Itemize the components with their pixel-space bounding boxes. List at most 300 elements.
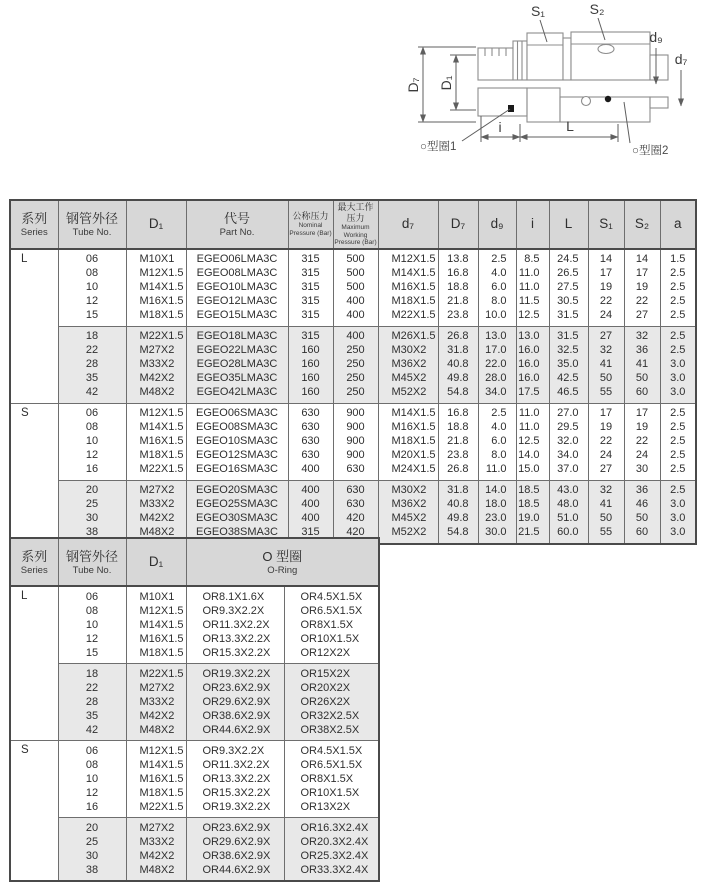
cell: M16X1.5 bbox=[378, 281, 438, 295]
column-header-line: 钢管外径 bbox=[65, 548, 118, 564]
cell: 315 bbox=[288, 526, 333, 544]
cell: 630 bbox=[333, 463, 378, 481]
cell: OR15X2X bbox=[284, 664, 379, 682]
cell: 24.5 bbox=[549, 249, 588, 267]
cell: 41 bbox=[588, 358, 624, 372]
cell: 500 bbox=[333, 281, 378, 295]
cell: 315 bbox=[288, 267, 333, 281]
table-row bbox=[10, 786, 379, 800]
cell: M24X1.5 bbox=[378, 463, 438, 481]
cell: 630 bbox=[333, 498, 378, 512]
table-row bbox=[10, 863, 379, 881]
cell: OR4.5X1.5X bbox=[284, 586, 379, 604]
cell: EGEO12SMA3C bbox=[186, 449, 288, 463]
cell: 2.5 bbox=[478, 249, 516, 267]
cell: 4.0 bbox=[478, 421, 516, 435]
cell: 14 bbox=[588, 249, 624, 267]
cell: 22.0 bbox=[478, 358, 516, 372]
cell: 16.8 bbox=[438, 267, 478, 281]
cell: M33X2 bbox=[126, 358, 186, 372]
cell: OR6.5X1.5X bbox=[284, 604, 379, 618]
column-header bbox=[516, 200, 549, 249]
cell: 17.5 bbox=[516, 386, 549, 404]
label-D1: D₁ bbox=[438, 75, 454, 91]
label-L: L bbox=[566, 118, 574, 134]
cell: OR10X1.5X bbox=[284, 632, 379, 646]
cell: OR8.1X1.6X bbox=[186, 586, 284, 604]
cell: M36X2 bbox=[378, 358, 438, 372]
cell: 400 bbox=[288, 480, 333, 498]
table-row bbox=[10, 741, 379, 759]
cell: 8.0 bbox=[478, 449, 516, 463]
cell: 4.0 bbox=[478, 267, 516, 281]
cell: 28 bbox=[58, 358, 126, 372]
cell: OR38.6X2.9X bbox=[186, 709, 284, 723]
column-header-line: Maximum Working bbox=[341, 224, 370, 239]
cell: 49.8 bbox=[438, 372, 478, 386]
label-oring2: ○型圈2 bbox=[632, 145, 669, 157]
oring-table-header bbox=[10, 538, 379, 586]
table-row bbox=[10, 758, 379, 772]
label-d7: d₇ bbox=[674, 51, 688, 67]
cell: 19 bbox=[588, 281, 624, 295]
cell: 16 bbox=[58, 800, 126, 818]
cell: 32 bbox=[588, 480, 624, 498]
cell: M14X1.5 bbox=[126, 281, 186, 295]
column-header-line: S₁ bbox=[599, 216, 613, 232]
cell: 630 bbox=[288, 449, 333, 463]
cell: 22 bbox=[588, 295, 624, 309]
cell: 630 bbox=[288, 435, 333, 449]
cell: 250 bbox=[333, 386, 378, 404]
cell: M27X2 bbox=[126, 818, 186, 836]
cell: 30.5 bbox=[549, 295, 588, 309]
cell: 900 bbox=[333, 435, 378, 449]
cell: OR44.6X2.9X bbox=[186, 863, 284, 881]
cell: 630 bbox=[288, 421, 333, 435]
cell: M33X2 bbox=[126, 695, 186, 709]
cell: 2.5 bbox=[660, 344, 696, 358]
cell: 27 bbox=[624, 309, 660, 327]
cell: 2.5 bbox=[660, 267, 696, 281]
column-header-line: 代号 bbox=[223, 210, 250, 226]
column-header-line: S₂ bbox=[634, 216, 650, 232]
cell: 21.5 bbox=[516, 526, 549, 544]
table-row bbox=[10, 267, 696, 281]
cell: OR19.3X2.2X bbox=[186, 664, 284, 682]
cell: EGEO06SMA3C bbox=[186, 403, 288, 421]
table-row bbox=[10, 709, 379, 723]
table-row bbox=[10, 849, 379, 863]
cell: 315 bbox=[288, 326, 333, 344]
cell: 3.0 bbox=[660, 498, 696, 512]
cell: 19 bbox=[624, 281, 660, 295]
spec-table bbox=[9, 199, 697, 545]
cell: 41 bbox=[588, 498, 624, 512]
cell: M12X1.5 bbox=[126, 267, 186, 281]
cell: M52X2 bbox=[378, 386, 438, 404]
cell: 22 bbox=[588, 435, 624, 449]
cell: 1.5 bbox=[660, 249, 696, 267]
cell: EGEO25SMA3C bbox=[186, 498, 288, 512]
cell: 17 bbox=[624, 403, 660, 421]
cell: 55 bbox=[588, 526, 624, 544]
label-i: i bbox=[498, 119, 502, 135]
column-header bbox=[624, 200, 660, 249]
column-header bbox=[126, 200, 186, 249]
label-s2: S₂ bbox=[589, 1, 605, 17]
table-row bbox=[10, 326, 696, 344]
column-header-line: Series bbox=[20, 564, 48, 576]
cell: EGEO10SMA3C bbox=[186, 435, 288, 449]
cell: M18X1.5 bbox=[378, 435, 438, 449]
cell: M12X1.5 bbox=[126, 741, 186, 759]
cell: EGEO35LMA3C bbox=[186, 372, 288, 386]
cell: 12 bbox=[58, 786, 126, 800]
column-header-line: Pressure (Bar) bbox=[289, 229, 332, 237]
cell: EGEO38SMA3C bbox=[186, 526, 288, 544]
cell: M30X2 bbox=[378, 480, 438, 498]
cell: 32 bbox=[624, 326, 660, 344]
cell: 315 bbox=[288, 249, 333, 267]
cell: 15 bbox=[58, 646, 126, 664]
cell: 3.0 bbox=[660, 526, 696, 544]
cell: 250 bbox=[333, 372, 378, 386]
cell: 18.8 bbox=[438, 421, 478, 435]
cell: M18X1.5 bbox=[126, 786, 186, 800]
cell: OR44.6X2.9X bbox=[186, 723, 284, 741]
cell: 400 bbox=[333, 309, 378, 327]
cell: 42.5 bbox=[549, 372, 588, 386]
cell: 25 bbox=[58, 835, 126, 849]
cell: 315 bbox=[288, 309, 333, 327]
cell: OR11.3X2.2X bbox=[186, 618, 284, 632]
cell: 27.0 bbox=[549, 403, 588, 421]
series-label: S bbox=[10, 403, 58, 544]
table-row bbox=[10, 800, 379, 818]
cell: 500 bbox=[333, 267, 378, 281]
cell: 31.8 bbox=[438, 480, 478, 498]
column-header-line: i bbox=[531, 216, 534, 232]
cell: 38 bbox=[58, 863, 126, 881]
column-header bbox=[10, 538, 58, 586]
cell: M14X1.5 bbox=[126, 618, 186, 632]
cell: 32.0 bbox=[549, 435, 588, 449]
cell: 32 bbox=[588, 344, 624, 358]
cell: M48X2 bbox=[126, 386, 186, 404]
cell: 16.8 bbox=[438, 403, 478, 421]
table-row bbox=[10, 480, 696, 498]
cell: M22X1.5 bbox=[126, 326, 186, 344]
cell: 11.0 bbox=[516, 403, 549, 421]
cell: 49.8 bbox=[438, 512, 478, 526]
cell: 10 bbox=[58, 281, 126, 295]
cell: OR9.3X2.2X bbox=[186, 604, 284, 618]
cell: 17.0 bbox=[478, 344, 516, 358]
column-header-line: 最大工作压力 bbox=[337, 202, 374, 223]
table-row bbox=[10, 281, 696, 295]
cell: 32.5 bbox=[549, 344, 588, 358]
cell: 21.8 bbox=[438, 435, 478, 449]
cell: 55 bbox=[588, 386, 624, 404]
table-row bbox=[10, 358, 696, 372]
cell: 17 bbox=[624, 267, 660, 281]
cell: 420 bbox=[333, 512, 378, 526]
cell: OR25.3X2.4X bbox=[284, 849, 379, 863]
cell: OR29.6X2.9X bbox=[186, 695, 284, 709]
series-label: L bbox=[10, 249, 58, 404]
cell: OR23.6X2.9X bbox=[186, 681, 284, 695]
table-row bbox=[10, 664, 379, 682]
table-row bbox=[10, 295, 696, 309]
cell: 2.5 bbox=[660, 421, 696, 435]
cell: 400 bbox=[288, 498, 333, 512]
cell: OR20X2X bbox=[284, 681, 379, 695]
cell: 13.0 bbox=[478, 326, 516, 344]
cell: 50 bbox=[624, 512, 660, 526]
column-header-line: 系列 bbox=[21, 210, 48, 226]
cell: M16X1.5 bbox=[126, 295, 186, 309]
cell: 15.0 bbox=[516, 463, 549, 481]
cell: OR38.6X2.9X bbox=[186, 849, 284, 863]
cell: 250 bbox=[333, 358, 378, 372]
cell: 06 bbox=[58, 586, 126, 604]
cell: 42 bbox=[58, 723, 126, 741]
label-D7: D₇ bbox=[405, 77, 421, 93]
cell: M52X2 bbox=[378, 526, 438, 544]
cell: M42X2 bbox=[126, 849, 186, 863]
series-label: L bbox=[10, 586, 58, 741]
cell: 315 bbox=[288, 295, 333, 309]
cell: 10 bbox=[58, 618, 126, 632]
cell: M45X2 bbox=[378, 512, 438, 526]
cell: 900 bbox=[333, 449, 378, 463]
cell: OR32X2.5X bbox=[284, 709, 379, 723]
column-header bbox=[126, 538, 186, 586]
cell: 12.5 bbox=[516, 309, 549, 327]
cell: 27.5 bbox=[549, 281, 588, 295]
table-row bbox=[10, 249, 696, 267]
cell: M16X1.5 bbox=[126, 772, 186, 786]
cell: 20 bbox=[58, 818, 126, 836]
cell: EGEO30SMA3C bbox=[186, 512, 288, 526]
cell: 23.8 bbox=[438, 449, 478, 463]
cell: 24 bbox=[588, 449, 624, 463]
cell: 10 bbox=[58, 772, 126, 786]
oring2-mark bbox=[605, 96, 611, 102]
table-row bbox=[10, 421, 696, 435]
table-row bbox=[10, 386, 696, 404]
cell: M14X1.5 bbox=[378, 403, 438, 421]
cell: M12X1.5 bbox=[126, 403, 186, 421]
cell: 11.0 bbox=[516, 421, 549, 435]
column-header-line: D₁ bbox=[148, 216, 164, 232]
cell: EGEO18LMA3C bbox=[186, 326, 288, 344]
column-header-line: D₇ bbox=[450, 216, 466, 232]
cell: M10X1 bbox=[126, 586, 186, 604]
cell: M18X1.5 bbox=[126, 646, 186, 664]
cell: M14X1.5 bbox=[378, 267, 438, 281]
cell: EGEO15LMA3C bbox=[186, 309, 288, 327]
column-header-line: 公称压力 bbox=[292, 211, 329, 222]
column-header bbox=[333, 200, 378, 249]
cell: 46.5 bbox=[549, 386, 588, 404]
cell: 2.5 bbox=[660, 295, 696, 309]
cell: M27X2 bbox=[126, 681, 186, 695]
cell: 160 bbox=[288, 372, 333, 386]
cell: 29.5 bbox=[549, 421, 588, 435]
cell: 3.0 bbox=[660, 512, 696, 526]
cell: 2.5 bbox=[478, 403, 516, 421]
cell: 06 bbox=[58, 249, 126, 267]
cell: OR19.3X2.2X bbox=[186, 800, 284, 818]
cell: OR9.3X2.2X bbox=[186, 741, 284, 759]
cell: 46 bbox=[624, 498, 660, 512]
cell: OR12X2X bbox=[284, 646, 379, 664]
cell: OR23.6X2.9X bbox=[186, 818, 284, 836]
cell: 11.5 bbox=[516, 295, 549, 309]
cell: 630 bbox=[333, 480, 378, 498]
cell: 11.0 bbox=[516, 267, 549, 281]
cell: 250 bbox=[333, 344, 378, 358]
cell: 50 bbox=[624, 372, 660, 386]
table-row bbox=[10, 449, 696, 463]
column-header bbox=[288, 200, 333, 249]
spec-table-header bbox=[10, 200, 696, 249]
cell: 400 bbox=[288, 463, 333, 481]
column-header bbox=[186, 538, 379, 586]
column-header-line: O 型圈 bbox=[262, 548, 303, 564]
cell: 19 bbox=[588, 421, 624, 435]
cell: 31.5 bbox=[549, 309, 588, 327]
column-header bbox=[478, 200, 516, 249]
spec-table-body bbox=[10, 249, 696, 544]
cell: 60.0 bbox=[549, 526, 588, 544]
cell: 400 bbox=[333, 295, 378, 309]
cell: M18X1.5 bbox=[378, 295, 438, 309]
cell: 60 bbox=[624, 526, 660, 544]
cell: 16.0 bbox=[516, 372, 549, 386]
cell: EGEO16SMA3C bbox=[186, 463, 288, 481]
cell: M14X1.5 bbox=[126, 421, 186, 435]
spec-table-section bbox=[9, 199, 696, 545]
cell: 8.5 bbox=[516, 249, 549, 267]
cell: M16X1.5 bbox=[378, 421, 438, 435]
cell: OR15.3X2.2X bbox=[186, 786, 284, 800]
cell: OR15.3X2.2X bbox=[186, 646, 284, 664]
cell: EGEO12LMA3C bbox=[186, 295, 288, 309]
column-header bbox=[588, 200, 624, 249]
cell: 160 bbox=[288, 358, 333, 372]
cell: 2.5 bbox=[660, 309, 696, 327]
cell: 2.5 bbox=[660, 435, 696, 449]
table-row bbox=[10, 403, 696, 421]
cell: 48.0 bbox=[549, 498, 588, 512]
cell: EGEO28LMA3C bbox=[186, 358, 288, 372]
cell: EGEO08LMA3C bbox=[186, 267, 288, 281]
table-row bbox=[10, 818, 379, 836]
cell: 16.0 bbox=[516, 358, 549, 372]
cell: M27X2 bbox=[126, 480, 186, 498]
table-row bbox=[10, 498, 696, 512]
series-label: S bbox=[10, 741, 58, 882]
cell: OR13.3X2.2X bbox=[186, 632, 284, 646]
cell: 38 bbox=[58, 526, 126, 544]
cell: 08 bbox=[58, 421, 126, 435]
fitting-drawing bbox=[400, 0, 702, 168]
cell: M27X2 bbox=[126, 344, 186, 358]
table-row bbox=[10, 463, 696, 481]
cell: 2.5 bbox=[660, 463, 696, 481]
table-row bbox=[10, 772, 379, 786]
cell: 14.0 bbox=[516, 449, 549, 463]
cell: EGEO08SMA3C bbox=[186, 421, 288, 435]
cell: 08 bbox=[58, 604, 126, 618]
cell: 900 bbox=[333, 403, 378, 421]
cell: 2.5 bbox=[660, 480, 696, 498]
cell: 18 bbox=[58, 326, 126, 344]
cell: 18.5 bbox=[516, 480, 549, 498]
table-row bbox=[10, 835, 379, 849]
cell: M18X1.5 bbox=[126, 309, 186, 327]
cell: 16 bbox=[58, 463, 126, 481]
column-header bbox=[378, 200, 438, 249]
column-header bbox=[58, 200, 126, 249]
oring-table-body bbox=[10, 586, 379, 881]
cell: 34.0 bbox=[549, 449, 588, 463]
column-header-line: O-Ring bbox=[267, 564, 298, 576]
cell: 13.8 bbox=[438, 249, 478, 267]
cell: 30 bbox=[624, 463, 660, 481]
cell: OR4.5X1.5X bbox=[284, 741, 379, 759]
cell: 24 bbox=[588, 309, 624, 327]
cell: 35 bbox=[58, 709, 126, 723]
cell: 2.5 bbox=[660, 449, 696, 463]
column-header-line: Tube No. bbox=[72, 226, 112, 238]
cell: 3.0 bbox=[660, 372, 696, 386]
cell: 2.5 bbox=[660, 326, 696, 344]
cell: 23.0 bbox=[478, 512, 516, 526]
cell: EGEO22LMA3C bbox=[186, 344, 288, 358]
cell: 8.0 bbox=[478, 295, 516, 309]
column-header-line: d₇ bbox=[401, 216, 415, 232]
cell: M30X2 bbox=[378, 344, 438, 358]
cell: 18.5 bbox=[516, 498, 549, 512]
cell: 25 bbox=[58, 498, 126, 512]
cell: 06 bbox=[58, 741, 126, 759]
cell: OR33.3X2.4X bbox=[284, 863, 379, 881]
cell: 3.0 bbox=[660, 358, 696, 372]
column-header bbox=[58, 538, 126, 586]
cell: 42 bbox=[58, 386, 126, 404]
column-header-line: d₉ bbox=[490, 216, 504, 232]
cell: M10X1 bbox=[126, 249, 186, 267]
cell: 41 bbox=[624, 358, 660, 372]
cell: 400 bbox=[333, 326, 378, 344]
cell: 18.0 bbox=[478, 498, 516, 512]
column-header-line: Tube No. bbox=[72, 564, 112, 576]
table-row bbox=[10, 632, 379, 646]
cell: 35 bbox=[58, 372, 126, 386]
cell: M14X1.5 bbox=[126, 758, 186, 772]
cell: OR29.6X2.9X bbox=[186, 835, 284, 849]
cell: M48X2 bbox=[126, 863, 186, 881]
cell: 40.8 bbox=[438, 358, 478, 372]
cell: 160 bbox=[288, 386, 333, 404]
oring1-mark bbox=[508, 105, 514, 112]
cell: M48X2 bbox=[126, 723, 186, 741]
fitting-diagram bbox=[400, 0, 702, 168]
